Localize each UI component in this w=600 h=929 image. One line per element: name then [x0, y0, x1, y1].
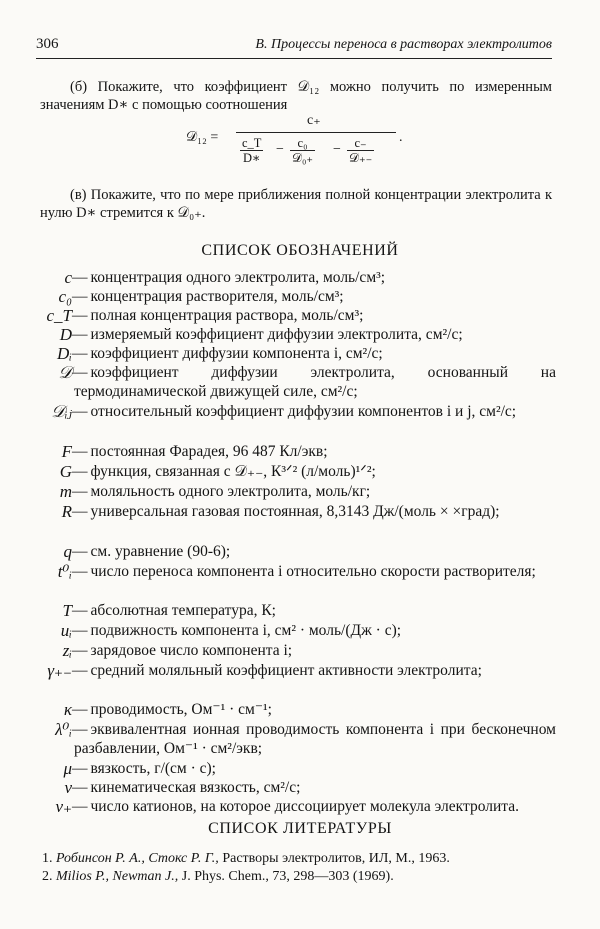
formula-main-bar	[236, 132, 396, 133]
page-header	[36, 36, 552, 59]
notation-symbol: c	[64, 268, 72, 287]
notation-symbol: T	[62, 601, 72, 620]
notation-symbol: ν	[64, 778, 72, 797]
notation-description: проводимость, Ом⁻¹ · см⁻¹;	[90, 701, 272, 718]
formula-term-1	[240, 136, 263, 165]
notation-symbol: c₀	[58, 287, 72, 306]
notation-description: функция, связанная с 𝒟₊₋, К³ᐟ² (л/моль)¹ᐟ²;	[90, 463, 376, 480]
notation-description: число катионов, на которое диссоциирует молекула электролита.	[90, 798, 519, 815]
notation-description: средний моляльный коэффициент активности электролита;	[90, 662, 482, 679]
notation-title: СПИСОК ОБОЗНАЧЕНИЙ	[201, 242, 399, 259]
notation-symbol: 𝒟	[58, 363, 72, 382]
term-2-denominator: 𝒟₀₊	[292, 151, 313, 165]
formula-lhs: 𝒟₁₂ =	[186, 130, 219, 145]
exercise-v-text: (в) Покажите, что по мере приближения полной концентрации электролита к нулю D∗ стремится к 𝒟₀₊.	[40, 187, 552, 221]
reference-source: Растворы электролитов, ИЛ, М., 1963.	[222, 851, 450, 866]
notation-description: измеряемый коэффициент диффузии электролита, см²/с;	[90, 326, 463, 343]
reference-item	[42, 868, 394, 886]
literature-title: СПИСОК ЛИТЕРАТУРЫ	[208, 820, 392, 837]
notation-symbol: ν₊	[55, 797, 72, 816]
notation-symbol: q	[63, 542, 72, 561]
term-2-numerator: c₀	[290, 136, 315, 151]
notation-description: универсальная газовая постоянная, 8,3143 Дж/(моль × ×град);	[90, 503, 500, 520]
notation-symbol: μ	[63, 759, 72, 778]
notation-description: коэффициент диффузии компонента i, см²/с;	[90, 345, 383, 362]
formula-numerator: c₊	[307, 113, 321, 128]
reference-source: J. Phys. Chem., 73, 298—303 (1969).	[181, 869, 394, 884]
formula-term-3	[347, 136, 374, 165]
notation-description: концентрация одного электролита, моль/см³;	[90, 269, 386, 286]
notation-symbol: λ⁰ᵢ	[55, 720, 72, 739]
notation-description: вязкость, г/(см · с);	[90, 760, 216, 777]
notation-symbol: 𝒟ᵢⱼ	[51, 402, 72, 421]
notation-symbol: G	[59, 462, 72, 481]
reference-authors: Milios P., Newman J.,	[56, 869, 179, 884]
term-1-denominator: D∗	[242, 151, 261, 165]
notation-symbol: R	[61, 502, 72, 521]
reference-item	[42, 850, 450, 868]
term-3-denominator: 𝒟₊₋	[349, 151, 373, 165]
notation-symbol: t⁰ᵢ	[57, 562, 72, 581]
notation-description: концентрация растворителя, моль/см³;	[90, 288, 344, 305]
notation-symbol: c_T	[46, 306, 72, 325]
notation-symbol: zᵢ	[62, 641, 72, 660]
notation-description: кинематическая вязкость, см²/с;	[90, 779, 301, 796]
exercise-b-text: (б) Покажите, что коэффициент 𝒟₁₂ можно получить по измеренным значениям D∗ с помощью соотношения	[40, 79, 552, 113]
notation-description: моляльность одного электролита, моль/кг;	[90, 483, 371, 500]
reference-number: 2.	[42, 869, 53, 884]
notation-description: эквивалентная ионная проводимость компонента i при бесконечном разбавлении, Ом⁻¹ · см²/экв;	[74, 721, 556, 757]
running-title: В. Процессы переноса в растворах электролитов	[255, 37, 552, 52]
notation-description: постоянная Фарадея, 96 487 Кл/экв;	[90, 443, 328, 460]
notation-description: полная концентрация раствора, моль/см³;	[90, 307, 364, 324]
formula	[0, 112, 600, 170]
term-3-numerator: c₋	[347, 136, 374, 151]
notation-symbol: γ₊₋	[47, 661, 72, 680]
notation-description: число переноса компонента i относительно скорости растворителя;	[90, 563, 536, 580]
notation-description: см. уравнение (90-6);	[90, 543, 231, 560]
notation-symbol: D	[59, 325, 72, 344]
term-1-numerator: c_T	[242, 136, 262, 150]
page-number: 306	[36, 36, 59, 52]
notation-symbol: κ	[63, 700, 72, 719]
notation-symbol: F	[61, 442, 72, 461]
reference-authors: Робинсон Р. А., Стокс Р. Г.,	[56, 851, 219, 866]
notation-symbol: uᵢ	[60, 621, 72, 640]
notation-description: зарядовое число компонента i;	[90, 642, 293, 659]
notation-description: относительный коэффициент диффузии компонентов i и j, см²/с;	[90, 403, 517, 420]
notation-description: коэффициент диффузии электролита, основанный на термодинамической движущей силе, см²/с;	[74, 364, 556, 400]
notation-symbol: m	[59, 482, 72, 501]
formula-minus-1: −	[276, 142, 284, 157]
notation-description: подвижность компонента i, см² · моль/(Дж · с);	[90, 622, 402, 639]
formula-term-2	[290, 136, 315, 165]
formula-minus-2: −	[333, 142, 341, 157]
reference-number: 1.	[42, 851, 53, 866]
formula-period: .	[399, 130, 403, 145]
notation-description: абсолютная температура, К;	[90, 602, 276, 619]
notation-symbol: Dᵢ	[57, 344, 72, 363]
